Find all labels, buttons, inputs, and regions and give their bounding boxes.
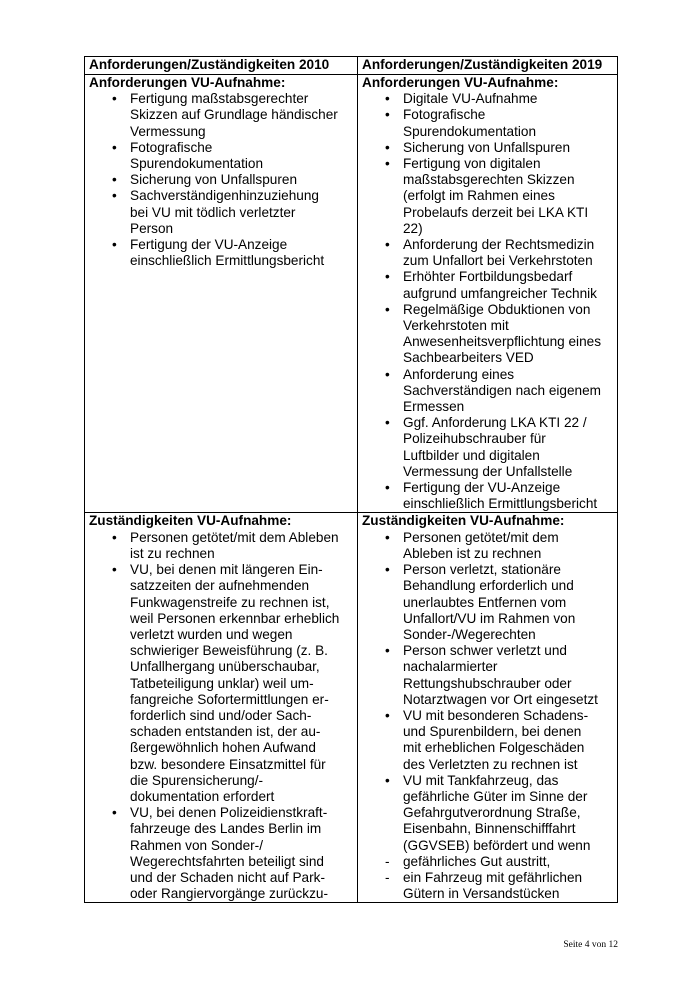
- header-2010: Anforderungen/Zuständigkeiten 2010: [85, 57, 358, 75]
- bullet-icon: •: [385, 480, 390, 496]
- bullet-icon: •: [112, 237, 117, 253]
- section-title: Anforderungen VU-Aufnahme:: [362, 75, 559, 90]
- item-line: Vermessung der Unfallstelle: [403, 463, 573, 479]
- item-line: mit erheblichen Folgeschäden: [403, 740, 585, 756]
- item-line: Ermessen: [403, 399, 465, 415]
- item-line: oder Rangiervorgänge zurückzu-: [130, 886, 328, 902]
- item-line: nachalarmierter: [403, 659, 498, 675]
- item-line: Personen getötet/mit dem: [403, 529, 559, 545]
- item-line: Wegerechtsfahrten beteiligt sind: [130, 853, 324, 869]
- item-line: Vermessung: [130, 123, 206, 139]
- item-line: Rahmen von Sonder-/: [130, 837, 263, 853]
- item-line: Ggf. Anforderung LKA KTI 22 /: [403, 415, 587, 431]
- item-line: Funkwagenstreife zu rechnen ist,: [130, 594, 330, 610]
- dash-icon: -: [385, 869, 390, 885]
- item-line: bei VU mit tödlich verletzter: [130, 204, 296, 220]
- comparison-table: [84, 56, 618, 903]
- item-line: einschließlich Ermittlungsbericht: [403, 496, 598, 512]
- item-list: [362, 91, 613, 512]
- list-item: [89, 140, 353, 172]
- bullet-icon: •: [385, 772, 390, 788]
- item-line: weil Personen erkennbar erheblich: [130, 610, 340, 626]
- item-line: Probelaufs derzeit bei LKA KTI: [403, 204, 589, 220]
- item-line: Anforderung eines: [403, 366, 515, 382]
- cell-2010: [85, 513, 358, 903]
- item-line: und der Schaden nicht auf Park-: [130, 869, 325, 885]
- bullet-icon: •: [385, 643, 390, 659]
- list-item: [362, 562, 613, 643]
- item-line: Luftbilder und digitalen: [403, 447, 540, 463]
- list-item: [362, 415, 613, 480]
- item-line: aufgrund umfangreicher Technik: [403, 285, 597, 301]
- item-line: einschließlich Ermittlungsbericht: [130, 253, 325, 269]
- item-line: Personen getötet/mit dem Ableben: [130, 529, 339, 545]
- cell-2019: [358, 513, 618, 903]
- item-line: Unfallhergang unüberschaubar,: [130, 659, 320, 675]
- bullet-icon: •: [112, 188, 117, 204]
- bullet-icon: •: [112, 91, 117, 107]
- item-line: VU mit Tankfahrzeug, das: [403, 772, 559, 788]
- item-line: Person: [130, 220, 174, 236]
- item-line: Rettungshubschrauber oder: [403, 675, 572, 691]
- bullet-icon: •: [385, 269, 390, 285]
- cell-2019: [358, 75, 618, 513]
- item-line: Sonder-/Wegerechten: [403, 626, 536, 642]
- item-line: Unfallort/VU im Rahmen von: [403, 610, 576, 626]
- item-line: (GGVSEB) befördert und wenn: [403, 837, 591, 853]
- item-line: des Verletzten zu rechnen ist: [403, 756, 578, 772]
- item-line: 22): [403, 220, 423, 236]
- item-line: VU mit besonderen Schadens-: [403, 707, 589, 723]
- dash-icon: -: [385, 853, 390, 869]
- item-line: Fotografische: [403, 107, 486, 123]
- item-line: unerlaubtes Entfernen vom: [403, 594, 567, 610]
- bullet-icon: •: [385, 301, 390, 317]
- item-list: [362, 530, 613, 903]
- list-item: [89, 530, 353, 562]
- list-item: [362, 91, 613, 107]
- list-item: [89, 562, 353, 805]
- item-line: schaden entstanden ist, der au-: [130, 724, 321, 740]
- item-line: dokumentation erfordert: [130, 788, 275, 804]
- item-line: Notarztwagen vor Ort eingesetzt: [403, 691, 598, 707]
- item-line: verletzt wurden und wegen: [130, 626, 293, 642]
- responsibilities-row: [85, 513, 618, 903]
- item-line: Person schwer verletzt und: [403, 643, 567, 659]
- section-title: Anforderungen VU-Aufnahme:: [89, 75, 286, 90]
- item-line: forderlich sind und/oder Sach-: [130, 707, 312, 723]
- list-item: [89, 805, 353, 902]
- item-line: Sachverständigen nach eigenem: [403, 382, 601, 398]
- list-item: [362, 140, 613, 156]
- item-line: Anwesenheitsverpflichtung eines: [403, 334, 601, 350]
- bullet-icon: •: [112, 139, 117, 155]
- item-line: Fertigung maßstabsgerechter: [130, 91, 309, 107]
- item-line: (erfolgt im Rahmen eines: [403, 188, 555, 204]
- item-line: Sicherung von Unfallspuren: [130, 172, 298, 188]
- item-line: Digitale VU-Aufnahme: [403, 91, 538, 107]
- item-line: schwieriger Beweisführung (z. B.: [130, 643, 328, 659]
- item-line: Sachbearbeiters VED: [403, 350, 534, 366]
- item-line: Polizeihubschrauber für: [403, 431, 546, 447]
- list-item: [362, 480, 613, 512]
- bullet-icon: •: [112, 529, 117, 545]
- header-2019: Anforderungen/Zuständigkeiten 2019: [358, 57, 618, 75]
- header-row: [85, 57, 618, 75]
- item-line: Person verletzt, stationäre: [403, 562, 561, 578]
- bullet-icon: •: [385, 529, 390, 545]
- list-item: [89, 188, 353, 237]
- section-title: Zuständigkeiten VU-Aufnahme:: [89, 513, 292, 529]
- item-line: maßstabsgerechten Skizzen: [403, 172, 575, 188]
- item-line: Behandlung erforderlich und: [403, 578, 574, 594]
- bullet-icon: •: [385, 139, 390, 155]
- item-line: Verkehrstoten mit: [403, 318, 509, 334]
- item-line: Fertigung der VU-Anzeige: [403, 480, 561, 496]
- bullet-icon: •: [385, 107, 390, 123]
- item-line: Anforderung der Rechtsmedizin: [403, 237, 595, 253]
- item-line: bzw. besondere Einsatzmittel für: [130, 756, 326, 772]
- list-item: [89, 91, 353, 140]
- item-line: Eisenbahn, Binnenschifffahrt: [403, 821, 576, 837]
- item-line: Regelmäßige Obduktionen von: [403, 301, 591, 317]
- list-item: [362, 107, 613, 139]
- list-item: [362, 854, 613, 870]
- item-line: Fertigung der VU-Anzeige: [130, 237, 288, 253]
- bullet-icon: •: [385, 707, 390, 723]
- item-line: Fertigung von digitalen: [403, 156, 541, 172]
- item-line: zum Unfallort bei Verkehrstoten: [403, 253, 593, 269]
- item-line: und Spurenbildern, bei denen: [403, 724, 582, 740]
- list-item: [362, 367, 613, 416]
- item-list: [89, 91, 353, 269]
- list-item: [362, 643, 613, 708]
- bullet-icon: •: [385, 415, 390, 431]
- item-line: Gütern in Versandstücken: [403, 886, 560, 902]
- list-item: [89, 237, 353, 269]
- item-line: VU, bei denen mit längeren Ein-: [130, 562, 323, 578]
- item-list: [89, 530, 353, 903]
- item-line: fahrzeuge des Landes Berlin im: [130, 821, 322, 837]
- cell-2010: [85, 75, 358, 513]
- page-number: Seite 4 von 12: [563, 940, 618, 950]
- list-item: [362, 269, 613, 301]
- item-line: Spurendokumentation: [403, 123, 537, 139]
- item-line: ist zu rechnen: [130, 545, 215, 561]
- item-line: Gefahrgutverordnung Straße,: [403, 805, 581, 821]
- item-line: Sicherung von Unfallspuren: [403, 139, 571, 155]
- item-line: gefährliche Güter im Sinne der: [403, 788, 588, 804]
- item-line: ßergewöhnlich hohen Aufwand: [130, 740, 316, 756]
- item-line: Sachverständigenhinzuziehung: [130, 188, 319, 204]
- item-line: VU, bei denen Polizeidienstkraft-: [130, 805, 328, 821]
- list-item: [362, 237, 613, 269]
- bullet-icon: •: [112, 805, 117, 821]
- item-line: satzzeiten der aufnehmenden: [130, 578, 310, 594]
- bullet-icon: •: [385, 366, 390, 382]
- item-line: Tatbeteiligung unklar) weil um-: [130, 675, 314, 691]
- bullet-icon: •: [385, 237, 390, 253]
- list-item: [89, 172, 353, 188]
- item-line: Spurendokumentation: [130, 156, 264, 172]
- list-item: [362, 530, 613, 562]
- item-line: Erhöhter Fortbildungsbedarf: [403, 269, 573, 285]
- list-item: [362, 156, 613, 237]
- list-item: [362, 302, 613, 367]
- item-line: fangreiche Sofortermittlungen er-: [130, 691, 329, 707]
- requirements-row: [85, 75, 618, 513]
- item-line: Ableben ist zu rechnen: [403, 545, 542, 561]
- bullet-icon: •: [112, 172, 117, 188]
- list-item: [362, 708, 613, 773]
- bullet-icon: •: [385, 156, 390, 172]
- item-line: die Spurensicherung/-: [130, 772, 263, 788]
- section-title: Zuständigkeiten VU-Aufnahme:: [362, 513, 565, 529]
- list-item: [362, 870, 613, 902]
- bullet-icon: •: [385, 562, 390, 578]
- item-line: gefährliches Gut austritt,: [403, 853, 551, 869]
- list-item: [362, 773, 613, 854]
- item-line: ein Fahrzeug mit gefährlichen: [403, 869, 583, 885]
- item-line: Fotografische: [130, 139, 213, 155]
- item-line: Skizzen auf Grundlage händischer: [130, 107, 338, 123]
- bullet-icon: •: [385, 91, 390, 107]
- bullet-icon: •: [112, 562, 117, 578]
